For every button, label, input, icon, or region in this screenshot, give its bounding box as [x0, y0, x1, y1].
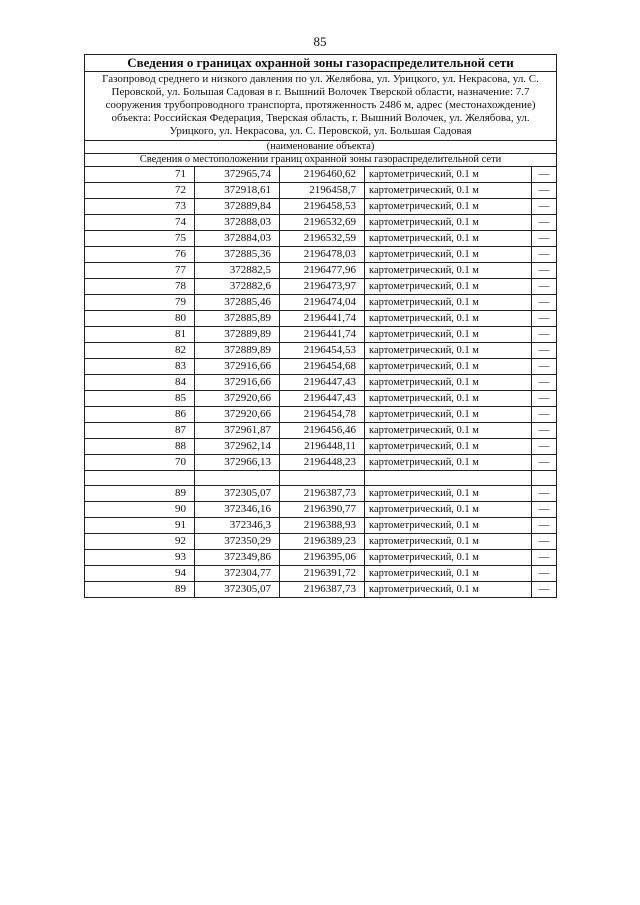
blank-cell — [195, 471, 280, 486]
x-coordinate-cell: 372962,14 — [195, 439, 280, 455]
method-cell: картометрический, 0.1 м — [365, 359, 532, 375]
table-row — [85, 327, 557, 343]
method-cell: картометрический, 0.1 м — [365, 247, 532, 263]
x-coordinate-cell: 372966,13 — [195, 455, 280, 471]
object-name-caption-row — [85, 141, 557, 154]
x-coordinate-cell: 372882,6 — [195, 279, 280, 295]
point-number-cell: 70 — [85, 455, 195, 471]
x-coordinate-cell: 372884,03 — [195, 231, 280, 247]
y-coordinate-cell: 2196456,46 — [280, 423, 365, 439]
method-cell: картометрический, 0.1 м — [365, 502, 532, 518]
method-cell: картометрический, 0.1 м — [365, 423, 532, 439]
table-row — [85, 295, 557, 311]
x-coordinate-cell: 372920,66 — [195, 391, 280, 407]
description-cell: — — [532, 423, 557, 439]
x-coordinate-cell: 372965,74 — [195, 167, 280, 183]
description-cell: — — [532, 407, 557, 423]
table-row — [85, 247, 557, 263]
table-row — [85, 199, 557, 215]
method-cell: картометрический, 0.1 м — [365, 279, 532, 295]
y-coordinate-cell: 2196387,73 — [280, 582, 365, 598]
point-number-cell: 92 — [85, 534, 195, 550]
point-number-cell: 87 — [85, 423, 195, 439]
table-row — [85, 263, 557, 279]
table-row — [85, 279, 557, 295]
table-row — [85, 582, 557, 598]
point-number-cell: 74 — [85, 215, 195, 231]
x-coordinate-cell: 372305,07 — [195, 486, 280, 502]
point-number-cell: 73 — [85, 199, 195, 215]
table-row — [85, 439, 557, 455]
y-coordinate-cell: 2196441,74 — [280, 311, 365, 327]
y-coordinate-cell: 2196454,78 — [280, 407, 365, 423]
point-number-cell: 90 — [85, 502, 195, 518]
method-cell: картометрический, 0.1 м — [365, 375, 532, 391]
description-cell: — — [532, 518, 557, 534]
point-number-cell: 85 — [85, 391, 195, 407]
point-number-cell: 94 — [85, 566, 195, 582]
table-row — [85, 167, 557, 183]
method-cell: картометрический, 0.1 м — [365, 566, 532, 582]
x-coordinate-cell: 372916,66 — [195, 375, 280, 391]
description-cell: — — [532, 391, 557, 407]
y-coordinate-cell: 2196474,04 — [280, 295, 365, 311]
table-title-row — [85, 55, 557, 72]
method-cell: картометрический, 0.1 м — [365, 183, 532, 199]
x-coordinate-cell: 372916,66 — [195, 359, 280, 375]
x-coordinate-cell: 372920,66 — [195, 407, 280, 423]
table-row — [85, 423, 557, 439]
x-coordinate-cell: 372889,89 — [195, 327, 280, 343]
point-number-cell: 89 — [85, 582, 195, 598]
method-cell: картометрический, 0.1 м — [365, 550, 532, 566]
y-coordinate-cell: 2196454,68 — [280, 359, 365, 375]
description-cell: — — [532, 455, 557, 471]
y-coordinate-cell: 2196390,77 — [280, 502, 365, 518]
method-cell: картометрический, 0.1 м — [365, 455, 532, 471]
method-cell: картометрический, 0.1 м — [365, 391, 532, 407]
point-number-cell: 88 — [85, 439, 195, 455]
point-number-cell: 77 — [85, 263, 195, 279]
description-cell: — — [532, 295, 557, 311]
point-number-cell: 72 — [85, 183, 195, 199]
x-coordinate-cell: 372882,5 — [195, 263, 280, 279]
location-caption: Сведения о местоположении границ охранной зоны газораспределительной сети — [85, 154, 557, 167]
x-coordinate-cell: 372885,36 — [195, 247, 280, 263]
y-coordinate-cell: 2196477,96 — [280, 263, 365, 279]
y-coordinate-cell: 2196447,43 — [280, 375, 365, 391]
point-number-cell: 89 — [85, 486, 195, 502]
y-coordinate-cell: 2196391,72 — [280, 566, 365, 582]
object-description: Газопровод среднего и низкого давления по ул. Желябова, ул. Урицкого, ул. Некрасова, ул. С. Перовской, ул. Большая Садовая в г. Вышний Волочек Тверской области, назначение: 7.7 сооружения трубопроводного транспорта, протяженность 2486 м, адрес (местонахождение) объекта: Российская Федерация, Тверская область, г. Вышний Волочек, ул. Желябова, ул. Урицкого, ул. Некрасова, ул. С. Перовской, ул. Большая Садовая — [85, 72, 557, 141]
table-row — [85, 550, 557, 566]
location-caption-row — [85, 154, 557, 167]
table-title: Сведения о границах охранной зоны газораспределительной сети — [85, 55, 557, 72]
object-name-caption: (наименование объекта) — [85, 141, 557, 154]
table-row — [85, 566, 557, 582]
description-cell: — — [532, 343, 557, 359]
y-coordinate-cell: 2196448,11 — [280, 439, 365, 455]
table-row — [85, 407, 557, 423]
y-coordinate-cell: 2196458,53 — [280, 199, 365, 215]
description-cell: — — [532, 215, 557, 231]
object-description-row — [85, 72, 557, 141]
point-number-cell: 93 — [85, 550, 195, 566]
method-cell: картометрический, 0.1 м — [365, 534, 532, 550]
blank-cell — [365, 471, 532, 486]
y-coordinate-cell: 2196454,53 — [280, 343, 365, 359]
description-cell: — — [532, 550, 557, 566]
y-coordinate-cell: 2196389,23 — [280, 534, 365, 550]
description-cell: — — [532, 279, 557, 295]
point-number-cell: 84 — [85, 375, 195, 391]
table-row — [85, 391, 557, 407]
y-coordinate-cell: 2196458,7 — [280, 183, 365, 199]
x-coordinate-cell: 372889,84 — [195, 199, 280, 215]
x-coordinate-cell: 372346,16 — [195, 502, 280, 518]
point-number-cell: 86 — [85, 407, 195, 423]
y-coordinate-cell: 2196441,74 — [280, 327, 365, 343]
method-cell: картометрический, 0.1 м — [365, 215, 532, 231]
description-cell: — — [532, 199, 557, 215]
description-cell: — — [532, 375, 557, 391]
description-cell: — — [532, 502, 557, 518]
point-number-cell: 82 — [85, 343, 195, 359]
y-coordinate-cell: 2196448,23 — [280, 455, 365, 471]
description-cell: — — [532, 486, 557, 502]
blank-cell — [532, 471, 557, 486]
method-cell: картометрический, 0.1 м — [365, 518, 532, 534]
x-coordinate-cell: 372350,29 — [195, 534, 280, 550]
y-coordinate-cell: 2196532,69 — [280, 215, 365, 231]
x-coordinate-cell: 372349,86 — [195, 550, 280, 566]
table-row — [85, 455, 557, 471]
y-coordinate-cell: 2196460,62 — [280, 167, 365, 183]
description-cell: — — [532, 582, 557, 598]
y-coordinate-cell: 2196532,59 — [280, 231, 365, 247]
x-coordinate-cell: 372961,87 — [195, 423, 280, 439]
description-cell: — — [532, 231, 557, 247]
table-row — [85, 534, 557, 550]
table-row — [85, 311, 557, 327]
point-number-cell: 83 — [85, 359, 195, 375]
table-row — [85, 359, 557, 375]
page-number: 85 — [313, 34, 327, 49]
y-coordinate-cell: 2196473,97 — [280, 279, 365, 295]
description-cell: — — [532, 247, 557, 263]
description-cell: — — [532, 534, 557, 550]
description-cell: — — [532, 183, 557, 199]
y-coordinate-cell: 2196387,73 — [280, 486, 365, 502]
table-row — [85, 486, 557, 502]
method-cell: картометрический, 0.1 м — [365, 327, 532, 343]
point-number-cell: 71 — [85, 167, 195, 183]
y-coordinate-cell: 2196447,43 — [280, 391, 365, 407]
x-coordinate-cell: 372918,61 — [195, 183, 280, 199]
table-row — [85, 215, 557, 231]
method-cell: картометрический, 0.1 м — [365, 231, 532, 247]
table-row — [85, 343, 557, 359]
method-cell: картометрический, 0.1 м — [365, 407, 532, 423]
description-cell: — — [532, 167, 557, 183]
method-cell: картометрический, 0.1 м — [365, 263, 532, 279]
point-number-cell: 81 — [85, 327, 195, 343]
description-cell: — — [532, 566, 557, 582]
description-cell: — — [532, 327, 557, 343]
point-number-cell: 75 — [85, 231, 195, 247]
x-coordinate-cell: 372304,77 — [195, 566, 280, 582]
boundary-table — [84, 54, 557, 598]
x-coordinate-cell: 372305,07 — [195, 582, 280, 598]
description-cell: — — [532, 439, 557, 455]
x-coordinate-cell: 372888,03 — [195, 215, 280, 231]
blank-cell — [280, 471, 365, 486]
x-coordinate-cell: 372889,89 — [195, 343, 280, 359]
x-coordinate-cell: 372346,3 — [195, 518, 280, 534]
x-coordinate-cell: 372885,89 — [195, 311, 280, 327]
description-cell: — — [532, 311, 557, 327]
point-number-cell: 80 — [85, 311, 195, 327]
method-cell: картометрический, 0.1 м — [365, 582, 532, 598]
method-cell: картометрический, 0.1 м — [365, 167, 532, 183]
description-cell: — — [532, 359, 557, 375]
y-coordinate-cell: 2196388,93 — [280, 518, 365, 534]
y-coordinate-cell: 2196395,06 — [280, 550, 365, 566]
description-cell: — — [532, 263, 557, 279]
blank-cell — [85, 471, 195, 486]
point-number-cell: 91 — [85, 518, 195, 534]
point-number-cell: 79 — [85, 295, 195, 311]
point-number-cell: 78 — [85, 279, 195, 295]
blank-separator-row — [85, 471, 557, 486]
table-row — [85, 375, 557, 391]
method-cell: картометрический, 0.1 м — [365, 199, 532, 215]
y-coordinate-cell: 2196478,03 — [280, 247, 365, 263]
table-row — [85, 231, 557, 247]
method-cell: картометрический, 0.1 м — [365, 439, 532, 455]
method-cell: картометрический, 0.1 м — [365, 343, 532, 359]
point-number-cell: 76 — [85, 247, 195, 263]
table-row — [85, 183, 557, 199]
table-row — [85, 502, 557, 518]
method-cell: картометрический, 0.1 м — [365, 486, 532, 502]
table-row — [85, 518, 557, 534]
x-coordinate-cell: 372885,46 — [195, 295, 280, 311]
method-cell: картометрический, 0.1 м — [365, 311, 532, 327]
method-cell: картометрический, 0.1 м — [365, 295, 532, 311]
